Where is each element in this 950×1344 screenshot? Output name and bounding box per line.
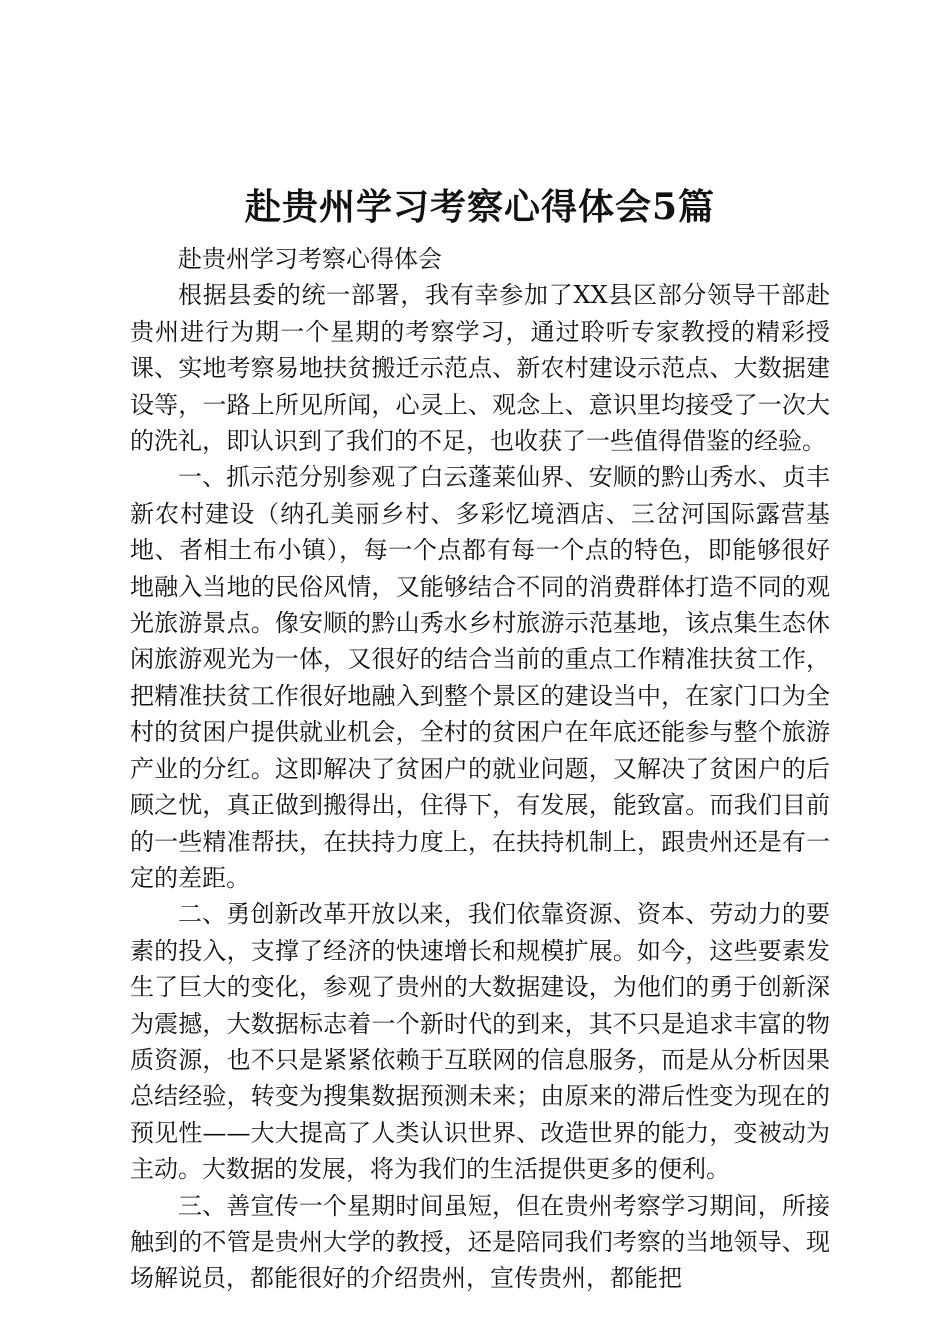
subtitle-paragraph: 赴贵州学习考察心得体会 xyxy=(178,245,442,273)
section-one-paragraph: 一、抓示范分别参观了白云蓬莱仙界、安顺的黔山秀水、贞丰新农村建设（纳孔美丽乡村、多彩忆境酒店、三岔河国际露营基地、者相土布小镇），每一个点都有每一个点的特色，即能够很好地融入当地的民俗风情，又能够结合不同的消费群体打造不同的观光旅游景点。像安顺的黔山秀水乡村旅游示范基地，该点集生态休闲旅游观光为一体，又很好的结合当前的重点工作精准扶贫工作，把精准扶贫工作很好地融入到整个景区的建设当中，在家门口为全村的贫困户提供就业机会，全村的贫困户在年底还能参与整个旅游产业的分红。这即解决了贫困户的就业问题，又解决了贫困户的后顾之忧，真正做到搬得出，住得下，有发展，能致富。而我们目前的一些精准帮扶，在扶持力度上，在扶持机制上，跟贵州还是有一定的差距。 xyxy=(130,463,830,892)
intro-paragraph: 根据县委的统一部署，我有幸参加了XX县区部分领导干部赴贵州进行为期一个星期的考察学习，通过聆听专家教授的精彩授课、实地考察易地扶贫搬迁示范点、新农村建设示范点、大数据建设等，一路上所见所闻，心灵上、观念上、意识里均接受了一次大的洗礼，即认识到了我们的不足，也收获了一些值得借鉴的经验。 xyxy=(130,281,830,456)
section-two-paragraph: 二、勇创新改革开放以来，我们依靠资源、资本、劳动力的要素的投入，支撑了经济的快速增长和规模扩展。如今，这些要素发生了巨大的变化，参观了贵州的大数据建设，为他们的勇于创新深为震撼，大数据标志着一个新时代的到来，其不只是追求丰富的物质资源，也不只是紧紧依赖于互联网的信息服务，而是从分析因果总结经验，转变为搜集数据预测未来；由原来的滞后性变为现在的预见性——大大提高了人类认识世界、改造世界的能力，变被动为主动。大数据的发展，将为我们的生活提供更多的便利。 xyxy=(130,900,830,1184)
section-three-paragraph: 三、善宣传一个星期时间虽短，但在贵州考察学习期间，所接触到的不管是贵州大学的教授，还是陪同我们考察的当地领导、现场解说员，都能很好的介绍贵州，宣传贵州，都能把 xyxy=(130,1191,830,1293)
document-title: 赴贵州学习考察心得体会5篇 xyxy=(244,186,716,228)
document-page xyxy=(130,185,830,1297)
